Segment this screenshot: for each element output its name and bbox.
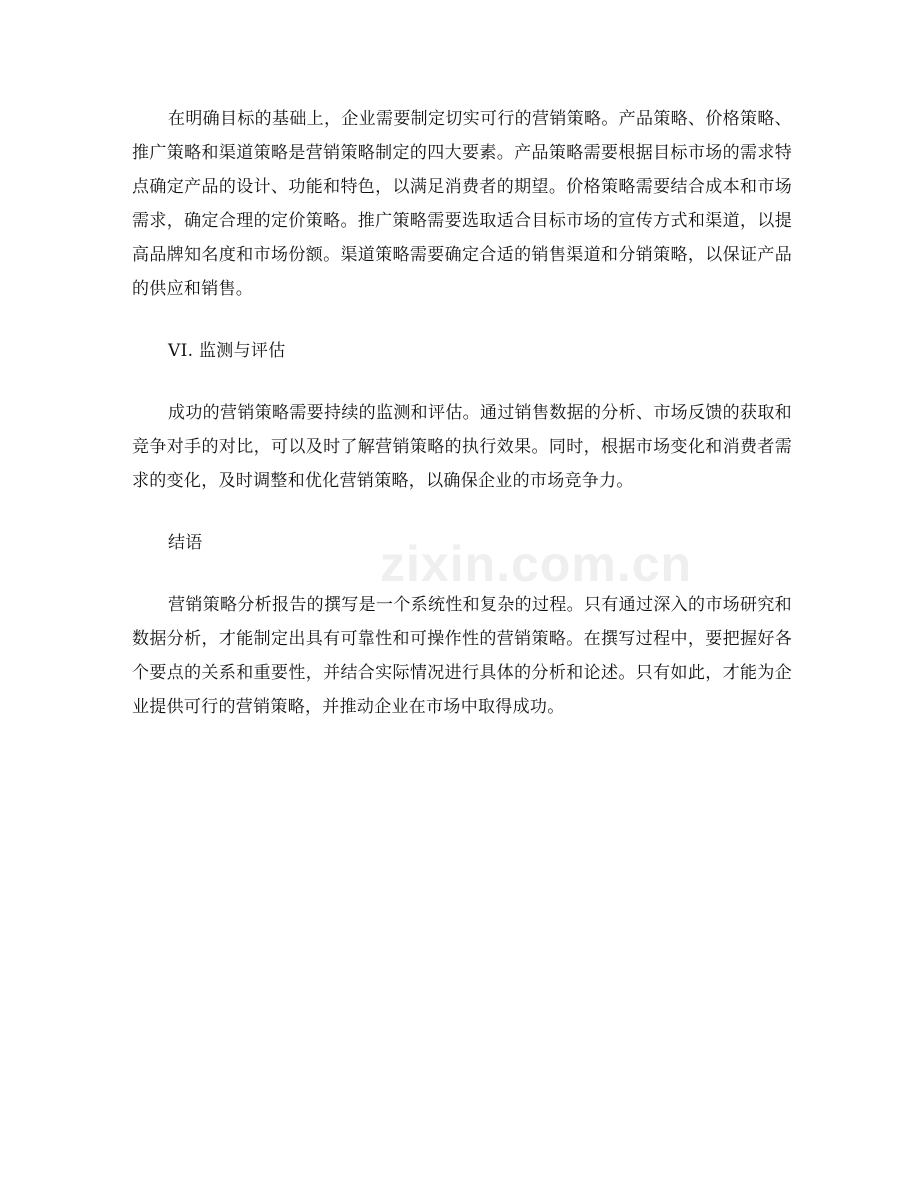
document-body [132, 102, 792, 724]
section-heading-conclusion: 结语 [168, 533, 203, 553]
paragraph-conclusion: 营销策略分析报告的撰写是一个系统性和复杂的过程。只有通过深入的市场研究和数据分析，才能制定出具有可靠性和可操作性的营销策略。在撰写过程中，要把握好各个要点的关系和重要性，并结合实际情况进行具体的分析和论述。只有如此，才能为企业提供可行的营销策略，并推动企业在市场中取得成功。 [132, 595, 792, 717]
paragraph-monitoring: 成功的营销策略需要持续的监测和评估。通过销售数据的分析、市场反馈的获取和竞争对手的对比，可以及时了解营销策略的执行效果。同时，根据市场变化和消费者需求的变化，及时调整和优化营销策略，以确保企业的市场竞争力。 [132, 403, 792, 491]
section-heading-monitoring: VI. 监测与评估 [168, 341, 286, 361]
watermark: zixin.com.cn [380, 536, 693, 592]
paragraph-marketing-strategy: 在明确目标的基础上，企业需要制定切实可行的营销策略。产品策略、价格策略、推广策略和渠道策略是营销策略制定的四大要素。产品策略需要根据目标市场的需求特点确定产品的设计、功能和特色，以满足消费者的期望。价格策略需要结合成本和市场需求，确定合理的定价策略。推广策略需要选取适合目标市场的宣传方式和渠道，以提高品牌知名度和市场份额。渠道策略需要确定合适的销售渠道和分销策略，以保证产品的供应和销售。 [132, 109, 792, 299]
